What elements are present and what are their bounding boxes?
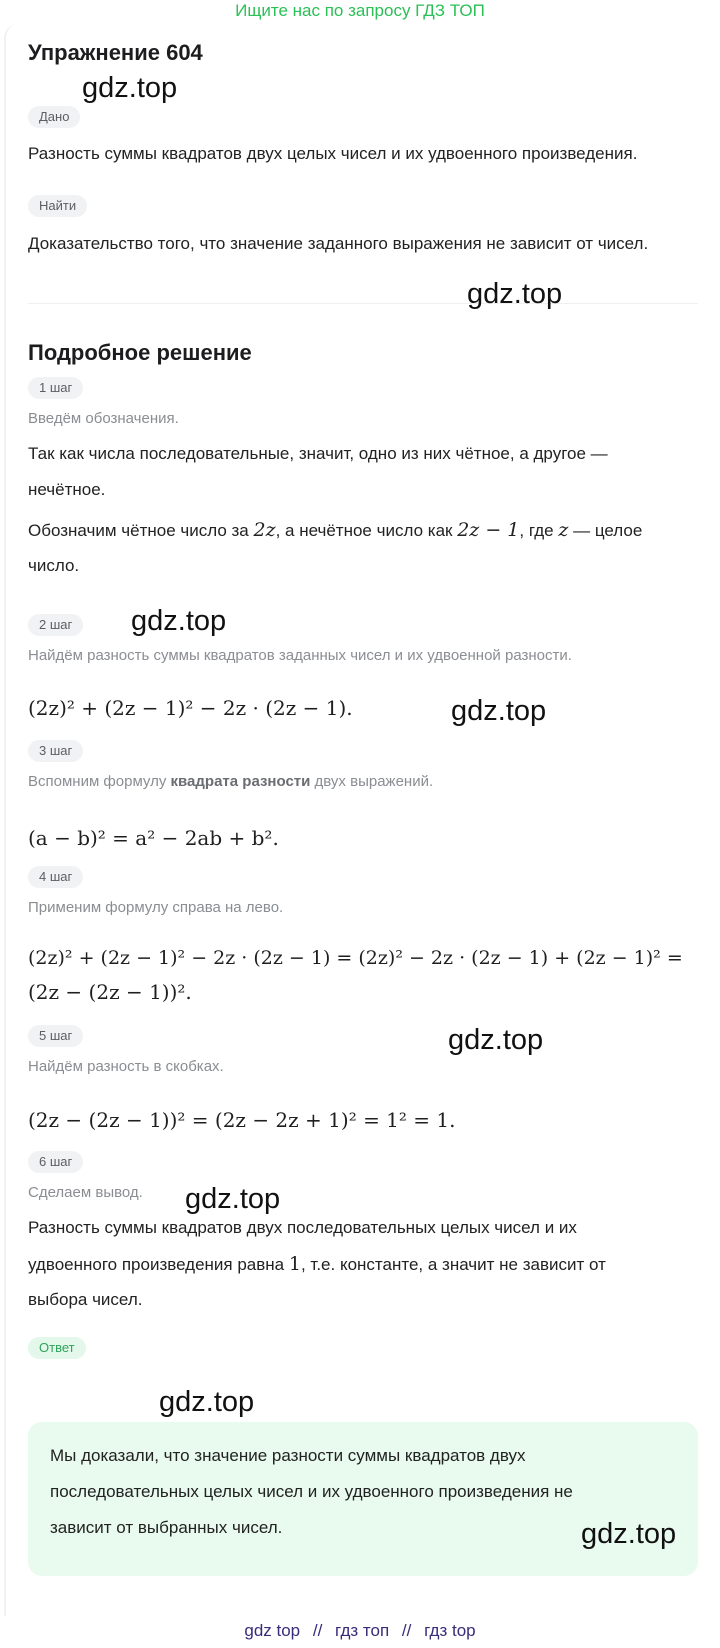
step-1-text-part: , где: [519, 521, 559, 540]
exercise-title: Упражнение 604: [28, 40, 203, 65]
watermark: gdz.top: [131, 605, 227, 637]
answer-box: [28, 1422, 698, 1576]
step-6-chip: 6 шаг: [28, 1151, 83, 1173]
step-1-text-part: — целое: [568, 521, 643, 540]
solution-title: Подробное решение: [28, 340, 252, 365]
footer-link-gdz-top[interactable]: gdz top: [244, 1621, 301, 1640]
step-6-text-part: удвоенного произведения равна: [28, 1255, 289, 1274]
step-6-hint: Сделаем вывод.: [28, 1184, 143, 1201]
solution-card: [4, 24, 720, 1616]
step-6-text-line-3: выбора чисел.: [28, 1290, 143, 1309]
find-text: Доказательство того, что значение заданного выражения не зависит от чисел.: [28, 234, 649, 253]
math-2z: 2z: [253, 519, 276, 541]
step-6-text-part: , т.е. константе, а значит не зависит от: [300, 1255, 606, 1274]
step-3-hint-bold: квадрата разности: [170, 773, 311, 790]
step-3-hint: [28, 772, 698, 792]
math-one: 1: [288, 1253, 301, 1275]
step-3-formula: (a − b)² = a² − 2ab + b².: [28, 826, 279, 850]
step-2-chip: 2 шаг: [28, 614, 83, 636]
step-1-text-line-3: [28, 512, 698, 549]
step-3-hint-part: Вспомним формулу: [28, 773, 171, 790]
step-2-formula: (2z)² + (2z − 1)² − 2z · (2z − 1).: [28, 696, 353, 720]
step-1-text-part: Обозначим чётное число за: [28, 521, 254, 540]
step-4-formula-line-1: (2z)² + (2z − 1)² − 2z · (2z − 1) = (2z)² − 2z · (2z − 1) + (2z − 1)² =: [28, 947, 683, 969]
math-2z-minus-1: 2z − 1: [457, 519, 520, 541]
math-z: z: [558, 519, 569, 541]
find-chip: Найти: [28, 195, 87, 217]
step-2-hint: Найдём разность суммы квадратов заданных чисел и их удвоенной разности.: [28, 647, 572, 664]
answer-text: [50, 1438, 660, 1546]
watermark: gdz.top: [448, 1024, 544, 1056]
step-1-text-part: , а нечётное число как: [275, 521, 458, 540]
step-3-hint-part: двух выражений.: [310, 773, 434, 790]
watermark: gdz.top: [581, 1518, 677, 1550]
step-1-text-line-4: число.: [28, 556, 80, 575]
step-3-chip: 3 шаг: [28, 740, 83, 762]
step-1-text-line-1: Так как числа последовательные, значит, одно из них чётное, а другое —: [28, 444, 608, 463]
step-6-text-line-1: Разность суммы квадратов двух последовательных целых чисел и их: [28, 1218, 577, 1237]
top-banner[interactable]: Ищите нас по запросу ГДЗ ТОП: [235, 1, 485, 20]
step-1-text-line-2: нечётное.: [28, 480, 106, 499]
watermark: gdz.top: [467, 278, 563, 310]
answer-line-1: Мы доказали, что значение разности суммы квадратов двух: [50, 1446, 526, 1465]
watermark: gdz.top: [451, 695, 547, 727]
step-5-hint: Найдём разность в скобках.: [28, 1058, 224, 1075]
footer-link-gdz-top-ru[interactable]: гдз топ: [335, 1621, 390, 1640]
footer-separator: //: [401, 1621, 412, 1640]
answer-line-2: последовательных целых чисел и их удвоенного произведения не: [50, 1482, 573, 1501]
section-divider: [28, 303, 698, 304]
watermark: gdz.top: [159, 1386, 255, 1418]
step-1-chip: 1 шаг: [28, 377, 83, 399]
footer-links: [0, 1621, 720, 1641]
step-4-hint: Применим формулу справа на лево.: [28, 899, 284, 916]
step-1-hint: Введём обозначения.: [28, 410, 179, 427]
watermark: gdz.top: [82, 72, 178, 104]
answer-chip: Ответ: [28, 1337, 86, 1359]
step-4-formula-line-2: (2z − (2z − 1))².: [28, 980, 192, 1004]
footer-link-gdz-top-mixed[interactable]: гдз top: [424, 1621, 476, 1640]
step-5-formula: (2z − (2z − 1))² = (2z − 2z + 1)² = 1² = 1.: [28, 1108, 456, 1132]
watermark: gdz.top: [185, 1183, 281, 1215]
step-4-chip: 4 шаг: [28, 866, 83, 888]
answer-line-3: зависит от выбранных чисел.: [50, 1518, 283, 1537]
given-text: Разность суммы квадратов двух целых чисел и их удвоенного произведения.: [28, 144, 638, 163]
step-5-chip: 5 шаг: [28, 1025, 83, 1047]
step-6-text-line-2: [28, 1246, 698, 1283]
given-chip: Дано: [28, 106, 80, 128]
footer-separator: //: [312, 1621, 323, 1640]
